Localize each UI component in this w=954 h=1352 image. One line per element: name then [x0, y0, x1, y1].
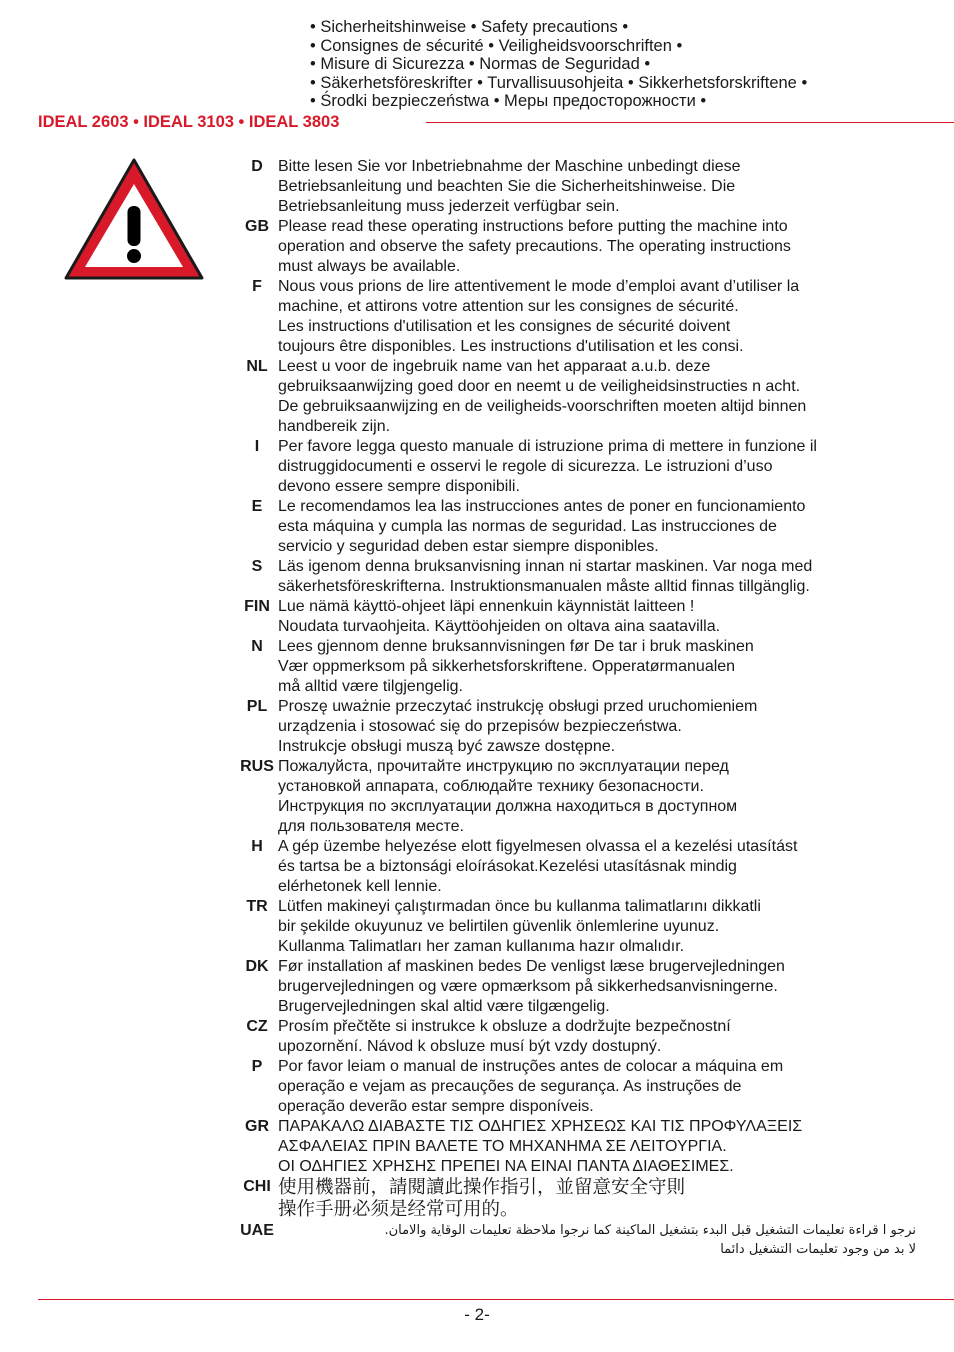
language-section [236, 497, 916, 557]
instruction-line: Le recomendamos lea las instrucciones antes de poner en funcionamiento [278, 498, 806, 515]
language-section [236, 277, 916, 357]
language-section [236, 157, 916, 217]
instruction-line: Betriebsanleitung und beachten Sie die Sicherheitshinweise. Die [278, 178, 736, 195]
instruction-line: handbereik zijn. [278, 418, 391, 435]
instruction-line: 使用機器前，請閱讀此操作指引，並留意安全守則 [278, 1177, 686, 1198]
instruction-text [278, 1117, 916, 1177]
instruction-line: Lue nämä käyttö-ohjeet läpi ennenkuin käynnistät laitteen ! [278, 598, 695, 615]
instruction-text [278, 357, 916, 437]
instruction-line: toujours être disponibles. Les instructions d'utilisation et les consi. [278, 338, 744, 355]
instruction-text [278, 757, 916, 837]
language-section [236, 1057, 916, 1117]
instruction-text [278, 1177, 916, 1221]
instruction-line: Proszę uważnie przeczytać instrukcję obsługi przed uruchomieniem [278, 698, 758, 715]
language-section [236, 837, 916, 897]
instruction-line: säkerhetsföreskrifterna. Instruktionsmanualen måste alltid finnas tillgänglig. [278, 578, 810, 595]
language-code: H [251, 838, 263, 855]
language-code: I [254, 438, 260, 455]
language-code: TR [246, 898, 268, 915]
instruction-line: upozornění. Návod k obsluze musí být vzdy dostupný. [278, 1038, 662, 1055]
header-line: • Misure di Sicurezza • Normas de Seguridad • [310, 55, 651, 73]
language-code: CZ [246, 1018, 268, 1035]
language-section [236, 757, 916, 837]
footer-rule [38, 1299, 954, 1300]
language-section [236, 437, 916, 497]
instruction-line: Bitte lesen Sie vor Inbetriebnahme der Maschine unbedingt diese [278, 158, 741, 175]
instruction-line: gebruiksaanwijzing goed door en neemt u de veiligheidsinstructies n acht. [278, 378, 801, 395]
instruction-line: Nous vous prions de lire attentivement le mode d’emploi avant d’utiliser la [278, 278, 800, 295]
language-section [236, 1221, 916, 1259]
instruction-text [278, 957, 916, 1017]
instruction-line: Пожалуйста, прочитайте инструкцию по эксплуатации перед [278, 758, 729, 775]
header-line: • Sicherheitshinweise • Safety precautions • [310, 18, 629, 36]
language-section [236, 897, 916, 957]
instruction-text [278, 217, 916, 277]
instruction-line: elérhetonek kell lennie. [278, 878, 442, 895]
instruction-line: distruggidocumenti e osservi le regole di sicurezza. Le istruzioni d’uso [278, 458, 773, 475]
instruction-line: 操作手册必须是经常可用的。 [278, 1199, 519, 1220]
instruction-text [278, 597, 916, 637]
instruction-line: Please read these operating instructions before putting the machine into [278, 218, 788, 235]
language-section [236, 1177, 916, 1221]
instruction-line: operation and observe the safety precautions. The operating instructions [278, 238, 791, 255]
instruction-line: urządzenia i stosować się do przepisów bezpieczeństwa. [278, 718, 682, 735]
language-section [236, 357, 916, 437]
instruction-line: Läs igenom denna bruksanvisning innan ni startar maskinen. Var noga med [278, 558, 813, 575]
model-title: IDEAL 2603 • IDEAL 3103 • IDEAL 3803 [38, 113, 340, 131]
instruction-line: Инструкция по эксплуатации должна находиться в доступном [278, 798, 738, 815]
instruction-text [278, 557, 916, 597]
language-code: FIN [244, 598, 270, 615]
instruction-line: Lees gjennom denne bruksannvisningen før De tar i bruk maskinen [278, 638, 754, 655]
instruction-line: Kullanma Talimatları her zaman kullanıma hazır olmalıdır. [278, 938, 685, 955]
language-code: N [251, 638, 263, 655]
language-code: NL [246, 358, 268, 375]
language-section [236, 637, 916, 697]
language-code: GB [245, 218, 269, 235]
instruction-text [278, 637, 916, 697]
instruction-line: نرجو ا قراءة تعليمات التشغيل قبل البدء بتشغيل الماكينة كما نرجوا ملاحظة تعليمات الوقاية والامان. [384, 1223, 916, 1238]
instruction-line: esta máquina y cumpla las normas de seguridad. Las instrucciones de [278, 518, 777, 535]
instruction-line: må alltid være tilgjengelig. [278, 678, 463, 695]
page-number: - 2- [464, 1305, 490, 1324]
language-section [236, 697, 916, 757]
instruction-line: és tartsa be a biztonsági eloírásokat.Kezelési utasításnak mindig [278, 858, 737, 875]
instruction-line: Lütfen makineyi çalıştırmadan önce bu kullanma talimatlarını dikkatli [278, 898, 761, 915]
instruction-line: Før installation af maskinen bedes De venligst læse brugervejledningen [278, 958, 785, 975]
instruction-line: Por favor leiam o manual de instruções antes de colocar a máquina em [278, 1058, 784, 1075]
language-code: PL [246, 698, 268, 715]
language-code: CHI [243, 1178, 271, 1195]
instruction-text [278, 1057, 916, 1117]
header-line: • Consignes de sécurité • Veiligheidsvoorschriften • [310, 36, 683, 55]
instruction-text [278, 837, 916, 897]
instruction-text [278, 497, 916, 557]
instruction-line: Noudata turvaohjeita. Käyttöohjeiden on oltava aina saatavilla. [278, 618, 721, 635]
instruction-line: brugervejledningen og være opmærksom på sikkerhedsanvisningerne. [278, 978, 778, 995]
language-section [236, 597, 916, 637]
language-section [236, 1017, 916, 1057]
instruction-line: bir şekilde okuyunuz ve belirtilen güvenlik önlemlerine uyunuz. [278, 918, 720, 935]
model-title-row [38, 113, 954, 133]
instruction-line: servicio y seguridad deben estar siempre disponibles. [278, 538, 659, 555]
instruction-text [278, 1221, 916, 1259]
language-code: UAE [240, 1222, 274, 1239]
language-code: DK [245, 958, 269, 975]
instruction-sections [236, 157, 916, 1259]
instruction-line: Leest u voor de ingebruik name van het apparaat a.u.b. deze [278, 358, 711, 375]
language-code: D [251, 158, 263, 175]
language-code: S [251, 558, 263, 575]
language-code: E [251, 498, 263, 515]
instruction-line: devono essere sempre disponibili. [278, 478, 520, 495]
language-section [236, 557, 916, 597]
instruction-line: для пользователя месте. [278, 818, 464, 835]
instruction-text [278, 157, 916, 217]
model-title-rule [426, 122, 954, 123]
instruction-line: ΑΣΦΑΛΕΙΑΣ ΠΡΙΝ ΒΑΛΕΤΕ ΤΟ ΜΗΧΑΝΗΜΑ ΣΕ ΛΕΙΤΟΥΡΓΙΑ. [278, 1138, 727, 1155]
instruction-line: Vær oppmerksom på sikkerhetsforskriftene. Opperatørmanualen [278, 658, 736, 675]
instruction-line: لا بد من وجود تعليمات التشغيل دائما [720, 1242, 916, 1257]
instruction-line: Per favore legga questo manuale di istruzione prima di mettere in funzione il [278, 438, 817, 455]
instruction-line: A gép üzembe helyezése elott figyelmesen olvassa el a kezelési utasítást [278, 838, 798, 855]
language-section [236, 1117, 916, 1177]
language-code: RUS [240, 758, 274, 775]
language-section [236, 217, 916, 277]
instruction-line: Brugervejledningen skal altid være tilgængelig. [278, 998, 610, 1015]
instruction-text [278, 897, 916, 957]
instruction-line: operação deverão estar sempre disponíveis. [278, 1098, 594, 1115]
instruction-text [278, 697, 916, 757]
instruction-line: установкой аппарата, соблюдайте технику безопасности. [278, 778, 704, 795]
instruction-line: machine, et attirons votre attention sur les consignes de sécurité. [278, 298, 739, 315]
instruction-text [278, 277, 916, 357]
instruction-line: Instrukcje obsługi muszą być zawsze dostępne. [278, 738, 616, 755]
instruction-line: ΠΑΡΑΚΑΛΩ ΔΙΑΒΑΣΤΕ ΤΙΣ ΟΔΗΓΙΕΣ ΧΡΗΣΕΩΣ ΚΑΙ ΤΙΣ ΠΡΟΦΥΛΑΞΕΙΣ [278, 1118, 803, 1135]
instruction-line: ΟΙ ΟΔΗΓΙΕΣ ΧΡΗΣΗΣ ΠΡΕΠΕΙ ΝΑ ΕΙΝΑΙ ΠΑΝΤΑ ΔΙΑΘΕΣΙΜΕΣ. [278, 1158, 734, 1175]
language-section [236, 957, 916, 1017]
instruction-line: operação e vejam as precauções de segurança. As instruções de [278, 1078, 742, 1095]
language-code: P [251, 1058, 263, 1075]
instruction-text [278, 1017, 916, 1057]
header-line: • Säkerhetsföreskrifter • Turvallisuusohjeita • Sikkerhetsforskriftene • [310, 73, 808, 92]
instruction-line: Betriebsanleitung muss jederzeit verfügbar sein. [278, 198, 620, 215]
instruction-text [278, 437, 916, 497]
instruction-line: De gebruiksaanwijzing en de veiligheids-voorschriften moeten altijd binnen [278, 398, 807, 415]
header-line: • Środki bezpieczeństwa • Меры предосторожности • [310, 92, 707, 110]
language-code: F [252, 278, 262, 295]
safety-header [310, 18, 930, 111]
instruction-line: must always be available. [278, 258, 461, 275]
instruction-line: Les instructions d'utilisation et les consignes de sécurité doivent [278, 318, 731, 335]
warning-triangle-icon [62, 156, 206, 284]
language-code: GR [245, 1118, 269, 1135]
instruction-line: Prosím přečtěte si instrukce k obsluze a dodržujte bezpečnostní [278, 1018, 731, 1035]
